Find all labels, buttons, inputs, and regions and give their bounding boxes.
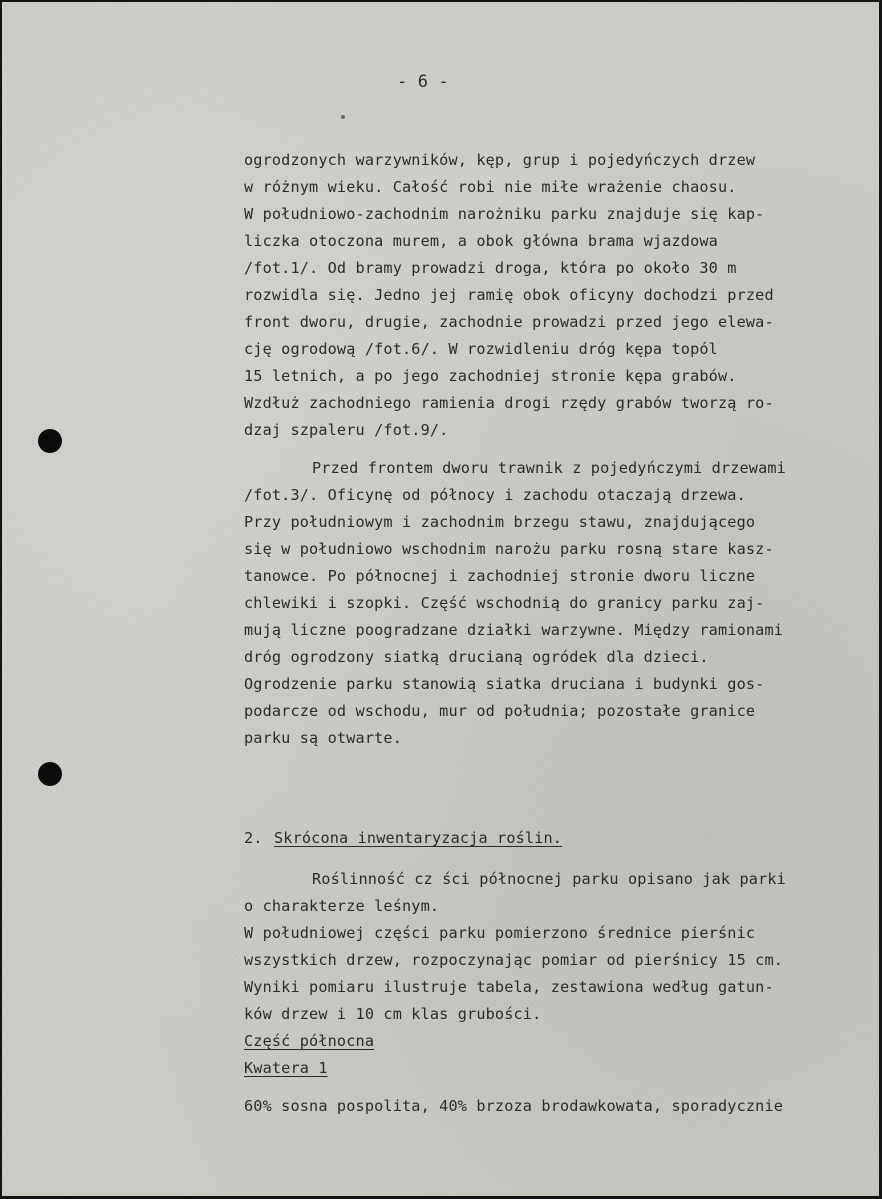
punch-hole-lower xyxy=(38,762,62,786)
text-line-last: 60% sosna pospolita, 40% brzoza brodawkowata, sporadycznie xyxy=(244,1097,784,1115)
text-line: dróg ogrodzony siatką drucianą ogródek dla dzieci. xyxy=(244,648,709,666)
page-number: - 6 - xyxy=(397,72,449,92)
text-line: liczka otoczona murem, a obok główna brama wjazdowa xyxy=(244,232,718,250)
text-line: się w południowo wschodnim narożu parku rosną stare kasz- xyxy=(244,540,774,558)
ink-speck xyxy=(341,115,345,119)
text-line: cję ogrodową /fot.6/. W rozwidleniu dróg kępa topól xyxy=(244,340,718,358)
text-line: W południowo-zachodnim narożniku parku znajduje się kap- xyxy=(244,205,765,223)
text-line: ogrodzonych warzywników, kęp, grup i pojedyńczych drzew xyxy=(244,151,756,169)
text-line: /fot.3/. Oficynę od północy i zachodu otaczają drzewa. xyxy=(244,486,746,504)
text-line: Ogrodzenie parku stanowią siatka druciana i budynki gos- xyxy=(244,675,765,693)
text-line: wszystkich drzew, rozpoczynając pomiar od pierśnicy 15 cm. xyxy=(244,951,784,969)
text-line: chlewiki i szopki. Część wschodnią do granicy parku zaj- xyxy=(244,594,765,612)
section-title: Skrócona inwentaryzacja roślin. xyxy=(274,829,563,847)
text-line: mują liczne poogradzane działki warzywne. Między ramionami xyxy=(244,621,784,639)
punch-hole-upper xyxy=(38,429,62,453)
text-line: o charakterze leśnym. xyxy=(244,897,440,915)
text-line: Przy południowym i zachodnim brzegu stawu, znajdującego xyxy=(244,513,756,531)
text-line: Roślinność cz ści północnej parku opisano jak parki xyxy=(312,870,786,888)
text-line: 15 letnich, a po jego zachodniej stronie kępa grabów. xyxy=(244,367,737,385)
subheading-quarter-1: Kwatera 1 xyxy=(244,1059,328,1077)
text-line: /fot.1/. Od bramy prowadzi droga, która po około 30 m xyxy=(244,259,737,277)
text-line: parku są otwarte. xyxy=(244,729,402,747)
document-page xyxy=(2,2,879,1196)
text-line: dzaj szpaleru /fot.9/. xyxy=(244,421,449,439)
subheading-north-part: Część północna xyxy=(244,1032,375,1050)
text-line: ków drzew i 10 cm klas grubości. xyxy=(244,1005,542,1023)
text-line: front dworu, drugie, zachodnie prowadzi przed jego elewa- xyxy=(244,313,774,331)
text-line: W południowej części parku pomierzono średnice pierśnic xyxy=(244,924,756,942)
section-number: 2. xyxy=(244,829,263,847)
text-line: Przed frontem dworu trawnik z pojedyńczymi drzewami xyxy=(312,459,786,477)
text-line: podarcze od wschodu, mur od południa; pozostałe granice xyxy=(244,702,756,720)
text-line: tanowce. Po północnej i zachodniej stronie dworu liczne xyxy=(244,567,756,585)
text-line: rozwidla się. Jedno jej ramię obok oficyny dochodzi przed xyxy=(244,286,774,304)
text-line: Wzdłuż zachodniego ramienia drogi rzędy grabów tworzą ro- xyxy=(244,394,774,412)
text-line: w różnym wieku. Całość robi nie miłe wrażenie chaosu. xyxy=(244,178,737,196)
text-line: Wyniki pomiaru ilustruje tabela, zestawiona według gatun- xyxy=(244,978,774,996)
